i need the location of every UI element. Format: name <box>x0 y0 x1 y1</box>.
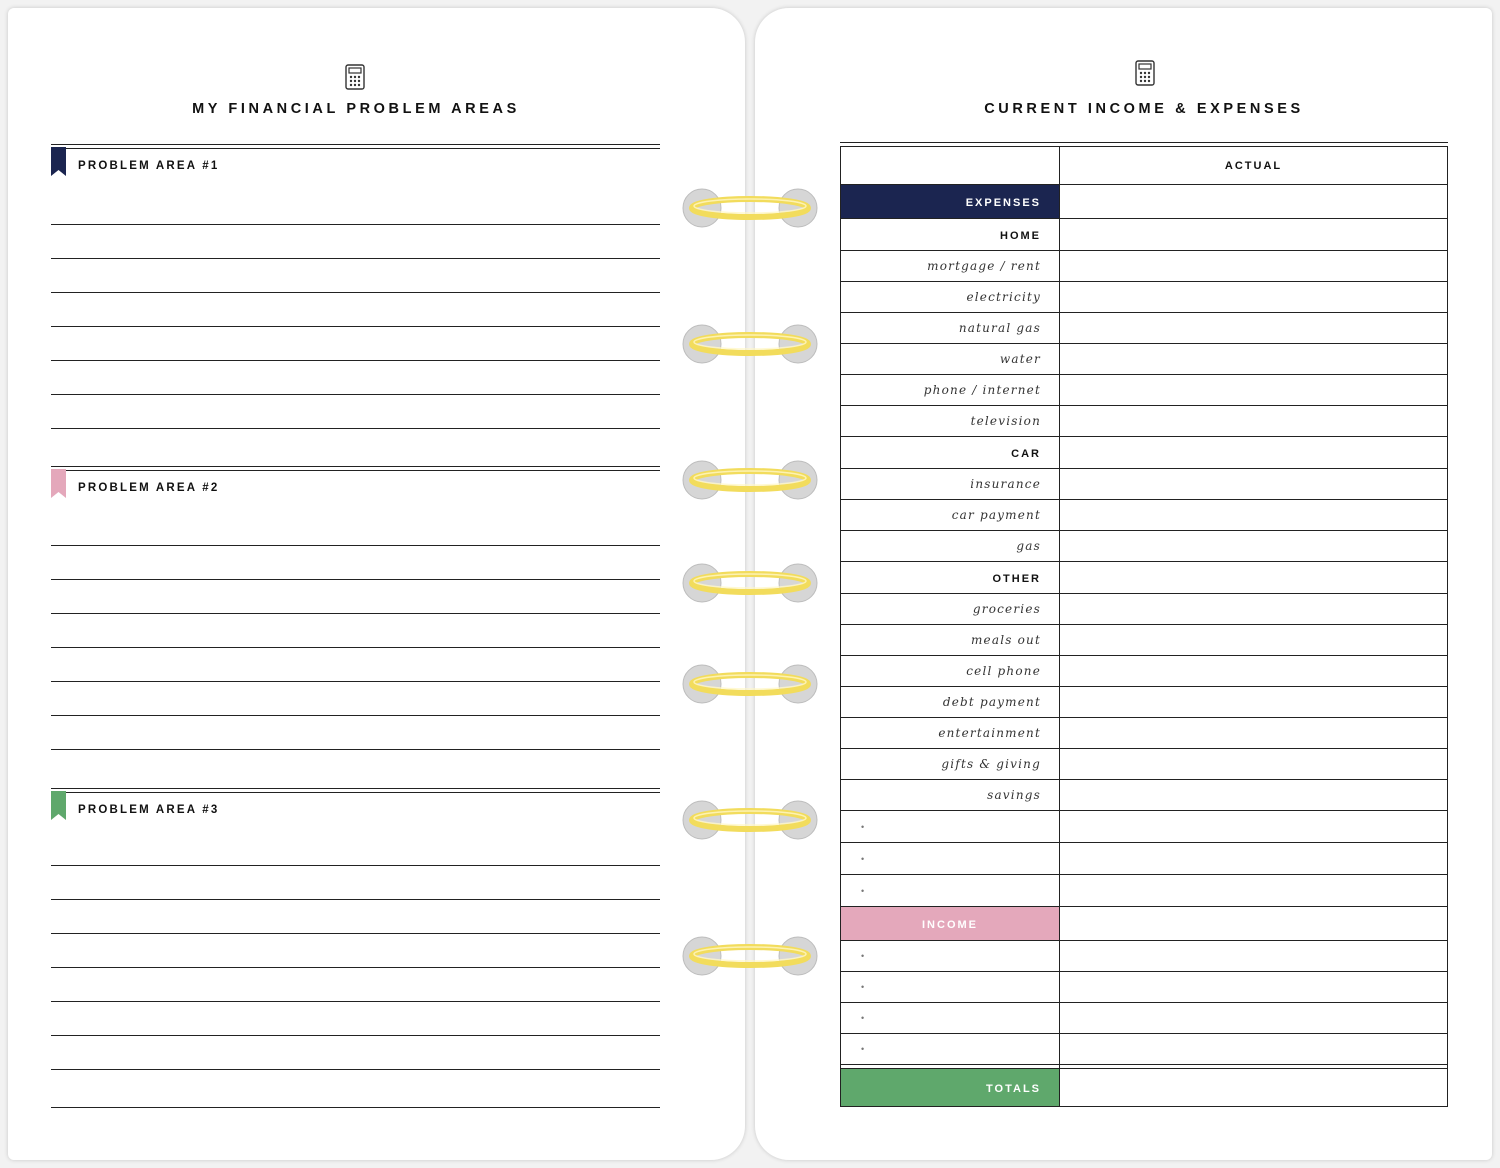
actual-cell[interactable] <box>1060 406 1448 437</box>
expense-item-label: water <box>999 352 1041 366</box>
table-row <box>841 594 1448 625</box>
writing-line[interactable] <box>51 899 660 900</box>
income-section-cell <box>841 907 1060 941</box>
totals-row <box>841 1069 1448 1107</box>
binder-ring-icon <box>680 798 820 842</box>
writing-line[interactable] <box>51 933 660 934</box>
item-cell <box>841 251 1060 282</box>
actual-cell[interactable] <box>1060 185 1448 219</box>
section-row <box>841 185 1448 219</box>
expense-item-label: groceries <box>972 602 1041 616</box>
table-row <box>841 344 1448 375</box>
table-row <box>841 406 1448 437</box>
table-row <box>841 313 1448 344</box>
expenses-label: EXPENSES <box>965 196 1041 209</box>
writing-line[interactable] <box>51 1069 660 1070</box>
table-row <box>841 251 1448 282</box>
expense-item-label: mortgage / rent <box>927 259 1041 273</box>
bullet-icon: • <box>861 821 865 832</box>
table-row <box>841 562 1448 594</box>
table-row <box>841 811 1448 843</box>
expense-item-label: car payment <box>951 508 1041 522</box>
writing-line[interactable] <box>51 428 660 429</box>
actual-cell[interactable] <box>1060 562 1448 594</box>
expense-item-label: television <box>970 414 1041 428</box>
item-cell <box>841 313 1060 344</box>
group-cell <box>841 219 1060 251</box>
header-blank-cell <box>841 147 1060 185</box>
page-title: CURRENT INCOME & EXPENSES <box>984 101 1304 117</box>
group-label: OTHER <box>992 572 1041 585</box>
section-row <box>841 907 1448 941</box>
expenses-section-cell <box>841 185 1060 219</box>
item-cell <box>841 749 1060 780</box>
item-cell <box>841 469 1060 500</box>
table-row <box>841 718 1448 749</box>
expense-item-label: entertainment <box>938 726 1041 740</box>
item-cell <box>841 594 1060 625</box>
writing-line[interactable] <box>51 1001 660 1002</box>
expense-item-label: gas <box>1016 539 1041 553</box>
bookmark-flag-icon <box>51 469 66 498</box>
custom-entry-cell[interactable] <box>841 1034 1060 1065</box>
totals-section-cell <box>841 1069 1060 1107</box>
actual-cell[interactable] <box>1060 531 1448 562</box>
table-row <box>841 749 1448 780</box>
table-row <box>841 656 1448 687</box>
writing-line[interactable] <box>51 715 660 716</box>
writing-line[interactable] <box>51 394 660 395</box>
item-cell <box>841 406 1060 437</box>
table-row <box>841 500 1448 531</box>
expense-item-label: phone / internet <box>923 383 1041 397</box>
bookmark-flag-icon <box>51 147 66 176</box>
actual-cell[interactable] <box>1060 469 1448 500</box>
binder-ring-icon <box>680 561 820 605</box>
section-rule <box>51 144 660 149</box>
actual-cell[interactable] <box>1060 907 1448 941</box>
table-row <box>841 843 1448 875</box>
table-row <box>841 531 1448 562</box>
actual-cell[interactable] <box>1060 251 1448 282</box>
income-expenses-table <box>840 146 1448 1107</box>
expense-item-label: insurance <box>970 477 1041 491</box>
writing-line[interactable] <box>51 865 660 866</box>
item-cell <box>841 375 1060 406</box>
actual-cell[interactable] <box>1060 437 1448 469</box>
actual-cell[interactable] <box>1060 594 1448 625</box>
custom-entry-cell[interactable] <box>841 972 1060 1003</box>
actual-cell[interactable] <box>1060 656 1448 687</box>
writing-line[interactable] <box>51 647 660 648</box>
table-row <box>841 780 1448 811</box>
actual-cell[interactable] <box>1060 718 1448 749</box>
bullet-icon: • <box>861 1013 865 1023</box>
item-cell <box>841 687 1060 718</box>
writing-line[interactable] <box>51 258 660 259</box>
actual-cell[interactable] <box>1060 282 1448 313</box>
table-row <box>841 687 1448 718</box>
custom-entry-cell[interactable] <box>841 811 1060 843</box>
calculator-icon <box>345 64 365 90</box>
table-row <box>841 625 1448 656</box>
expense-item-label: electricity <box>966 290 1041 304</box>
problem-area-label: PROBLEM AREA #1 <box>78 160 220 172</box>
expense-item-label: savings <box>987 788 1041 802</box>
expense-item-label: debt payment <box>942 695 1041 709</box>
writing-line[interactable] <box>51 360 660 361</box>
actual-cell[interactable] <box>1060 500 1448 531</box>
problem-area-label: PROBLEM AREA #2 <box>78 482 220 494</box>
right-page <box>755 8 1492 1160</box>
writing-line[interactable] <box>51 1035 660 1036</box>
actual-cell[interactable] <box>1060 1003 1448 1034</box>
calculator-icon <box>1135 60 1155 86</box>
actual-cell[interactable] <box>1060 780 1448 811</box>
section-rule <box>51 466 660 471</box>
table-row <box>841 469 1448 500</box>
table-row <box>841 875 1448 907</box>
writing-line[interactable] <box>51 1107 660 1108</box>
writing-line[interactable] <box>51 613 660 614</box>
actual-cell[interactable] <box>1060 344 1448 375</box>
page-title: MY FINANCIAL PROBLEM AREAS <box>192 101 520 117</box>
table-row <box>841 375 1448 406</box>
actual-cell[interactable] <box>1060 625 1448 656</box>
expense-item-label: cell phone <box>966 664 1041 678</box>
custom-entry-cell[interactable] <box>841 875 1060 907</box>
writing-line[interactable] <box>51 326 660 327</box>
actual-cell[interactable] <box>1060 875 1448 907</box>
actual-cell[interactable] <box>1060 811 1448 843</box>
actual-cell[interactable] <box>1060 375 1448 406</box>
custom-entry-cell[interactable] <box>841 941 1060 972</box>
item-cell <box>841 656 1060 687</box>
writing-line[interactable] <box>51 967 660 968</box>
group-label: HOME <box>1000 229 1041 242</box>
actual-cell[interactable] <box>1060 219 1448 251</box>
item-cell <box>841 718 1060 749</box>
actual-cell[interactable] <box>1060 687 1448 718</box>
binder-ring-icon <box>680 186 820 230</box>
actual-cell[interactable] <box>1060 1069 1448 1107</box>
table-row <box>841 972 1448 1003</box>
writing-line[interactable] <box>51 224 660 225</box>
item-cell <box>841 344 1060 375</box>
custom-entry-cell[interactable] <box>841 843 1060 875</box>
section-rule <box>51 788 660 793</box>
item-cell <box>841 282 1060 313</box>
actual-cell[interactable] <box>1060 749 1448 780</box>
left-page <box>8 8 745 1160</box>
item-cell <box>841 531 1060 562</box>
bookmark-flag-icon <box>51 791 66 820</box>
expense-item-label: meals out <box>970 633 1041 647</box>
writing-line[interactable] <box>51 545 660 546</box>
header-row <box>841 147 1448 185</box>
expense-item-label: gifts & giving <box>941 757 1041 771</box>
item-cell <box>841 500 1060 531</box>
problem-area-label: PROBLEM AREA #3 <box>78 804 220 816</box>
table-row <box>841 219 1448 251</box>
income-label: INCOME <box>922 918 978 931</box>
column-header-actual: ACTUAL <box>1060 147 1448 185</box>
table-row <box>841 282 1448 313</box>
writing-line[interactable] <box>51 292 660 293</box>
item-cell <box>841 780 1060 811</box>
actual-cell[interactable] <box>1060 313 1448 344</box>
actual-cell[interactable] <box>1060 1034 1448 1065</box>
bullet-icon: • <box>861 951 865 961</box>
writing-line[interactable] <box>51 681 660 682</box>
binder-ring-icon <box>680 934 820 978</box>
actual-cell[interactable] <box>1060 941 1448 972</box>
group-label: CAR <box>1011 447 1041 460</box>
bullet-icon: • <box>861 982 865 992</box>
bullet-icon: • <box>861 885 865 896</box>
writing-line[interactable] <box>51 749 660 750</box>
group-cell <box>841 437 1060 469</box>
actual-cell[interactable] <box>1060 972 1448 1003</box>
item-cell <box>841 625 1060 656</box>
actual-cell[interactable] <box>1060 843 1448 875</box>
binder-ring-icon <box>680 662 820 706</box>
table-row <box>841 1003 1448 1034</box>
bullet-icon: • <box>861 1044 865 1054</box>
expense-item-label: natural gas <box>958 321 1041 335</box>
bullet-icon: • <box>861 853 865 864</box>
table-row <box>841 941 1448 972</box>
group-cell <box>841 562 1060 594</box>
custom-entry-cell[interactable] <box>841 1003 1060 1034</box>
binder-ring-icon <box>680 322 820 366</box>
binder-ring-icon <box>680 458 820 502</box>
table-row <box>841 1034 1448 1065</box>
totals-label: TOTALS <box>986 1082 1041 1095</box>
writing-line[interactable] <box>51 579 660 580</box>
table-row <box>841 437 1448 469</box>
